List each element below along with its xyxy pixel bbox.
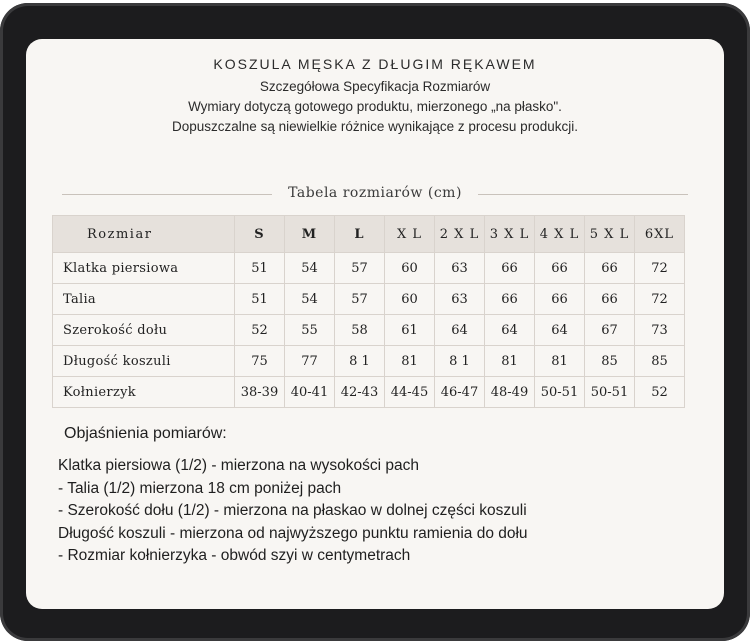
table-cell: 66 <box>585 284 635 315</box>
table-cell: 52 <box>635 377 685 408</box>
header-cell-xl: X L <box>385 216 435 253</box>
size-table <box>52 215 685 408</box>
table-cell: 77 <box>285 346 335 377</box>
header-cell-2xl: 2 X L <box>435 216 485 253</box>
table-row <box>53 346 685 377</box>
table-cell: 66 <box>535 253 585 284</box>
table-cell: 64 <box>535 315 585 346</box>
table-caption: Tabela rozmiarów (cm) <box>288 185 462 201</box>
table-cell: 48-49 <box>485 377 535 408</box>
table-cell: 57 <box>335 284 385 315</box>
table-cell: 75 <box>235 346 285 377</box>
list-item: - Szerokość dołu (1/2) - mierzona na płaskao w dolnej części koszuli <box>58 502 527 519</box>
table-cell: 72 <box>635 284 685 315</box>
explanations-title: Objaśnienia pomiarów: <box>64 425 227 442</box>
tablet-frame <box>0 3 750 641</box>
header-cell-5xl: 5 X L <box>585 216 635 253</box>
list-item: - Rozmiar kołnierzyka - obwód szyi w centymetrach <box>58 547 411 564</box>
table-cell: 44-45 <box>385 377 435 408</box>
table-row <box>53 377 685 408</box>
header <box>26 55 724 137</box>
table-cell: 54 <box>285 253 335 284</box>
table-caption-row <box>62 185 688 205</box>
row-label: Długość koszuli <box>53 346 235 377</box>
table-cell: 63 <box>435 253 485 284</box>
table-cell: 67 <box>585 315 635 346</box>
list-item: Długość koszuli - mierzona od najwyższego punktu ramienia do dołu <box>58 524 528 542</box>
header-cell-l: L <box>335 216 385 253</box>
table-cell: 40-41 <box>285 377 335 408</box>
table-cell: 73 <box>635 315 685 346</box>
row-label: Klatka piersiowa <box>53 253 235 284</box>
table-cell: 64 <box>485 315 535 346</box>
page-title: KOSZULA MĘSKA Z DŁUGIM RĘKAWEM <box>213 56 537 72</box>
row-label: Kołnierzyk <box>53 377 235 408</box>
table-cell: 50-51 <box>535 377 585 408</box>
header-cell-4xl: 4 X L <box>535 216 585 253</box>
table-cell: 60 <box>385 284 435 315</box>
header-cell-s: S <box>235 216 285 253</box>
row-label: Szerokość dołu <box>53 315 235 346</box>
table-cell: 58 <box>335 315 385 346</box>
table-cell: 81 <box>385 346 435 377</box>
table-cell: 42-43 <box>335 377 385 408</box>
table-row <box>53 253 685 284</box>
table-cell: 85 <box>585 346 635 377</box>
measurement-note: Wymiary dotyczą gotowego produktu, mierzonego „na płasko". <box>188 99 562 114</box>
table-cell: 55 <box>285 315 335 346</box>
explanations-list <box>58 455 528 568</box>
table-cell: 64 <box>435 315 485 346</box>
header-cell-rozmiar: Rozmiar <box>53 216 235 253</box>
table-cell: 8 1 <box>335 346 385 377</box>
table-cell: 50-51 <box>585 377 635 408</box>
table-cell: 81 <box>535 346 585 377</box>
table-cell: 57 <box>335 253 385 284</box>
list-item: Klatka piersiowa (1/2) - mierzona na wysokości pach <box>58 457 419 474</box>
table-cell: 51 <box>235 253 285 284</box>
table-row <box>53 315 685 346</box>
table-cell: 38-39 <box>235 377 285 408</box>
table-cell: 66 <box>485 253 535 284</box>
tolerance-note: Dopuszczalne są niewielkie różnice wynikające z procesu produkcji. <box>172 119 578 134</box>
page-subtitle: Szczegółowa Specyfikacja Rozmiarów <box>259 79 491 94</box>
header-cell-m: M <box>285 216 335 253</box>
table-cell: 52 <box>235 315 285 346</box>
header-cell-6xl: 6XL <box>635 216 685 253</box>
table-cell: 66 <box>535 284 585 315</box>
header-cell-3xl: 3 X L <box>485 216 535 253</box>
table-cell: 66 <box>485 284 535 315</box>
table-cell: 54 <box>285 284 335 315</box>
table-cell: 85 <box>635 346 685 377</box>
table-cell: 51 <box>235 284 285 315</box>
row-label: Talia <box>53 284 235 315</box>
table-cell: 8 1 <box>435 346 485 377</box>
table-header-row <box>53 216 685 253</box>
tablet-screen <box>26 39 724 609</box>
list-item: - Talia (1/2) mierzona 18 cm poniżej pach <box>58 479 342 497</box>
table-cell: 66 <box>585 253 635 284</box>
table-cell: 60 <box>385 253 435 284</box>
table-cell: 72 <box>635 253 685 284</box>
table-cell: 46-47 <box>435 377 485 408</box>
divider-right <box>478 194 688 195</box>
table-cell: 63 <box>435 284 485 315</box>
table-row <box>53 284 685 315</box>
table-cell: 61 <box>385 315 435 346</box>
table-cell: 81 <box>485 346 535 377</box>
